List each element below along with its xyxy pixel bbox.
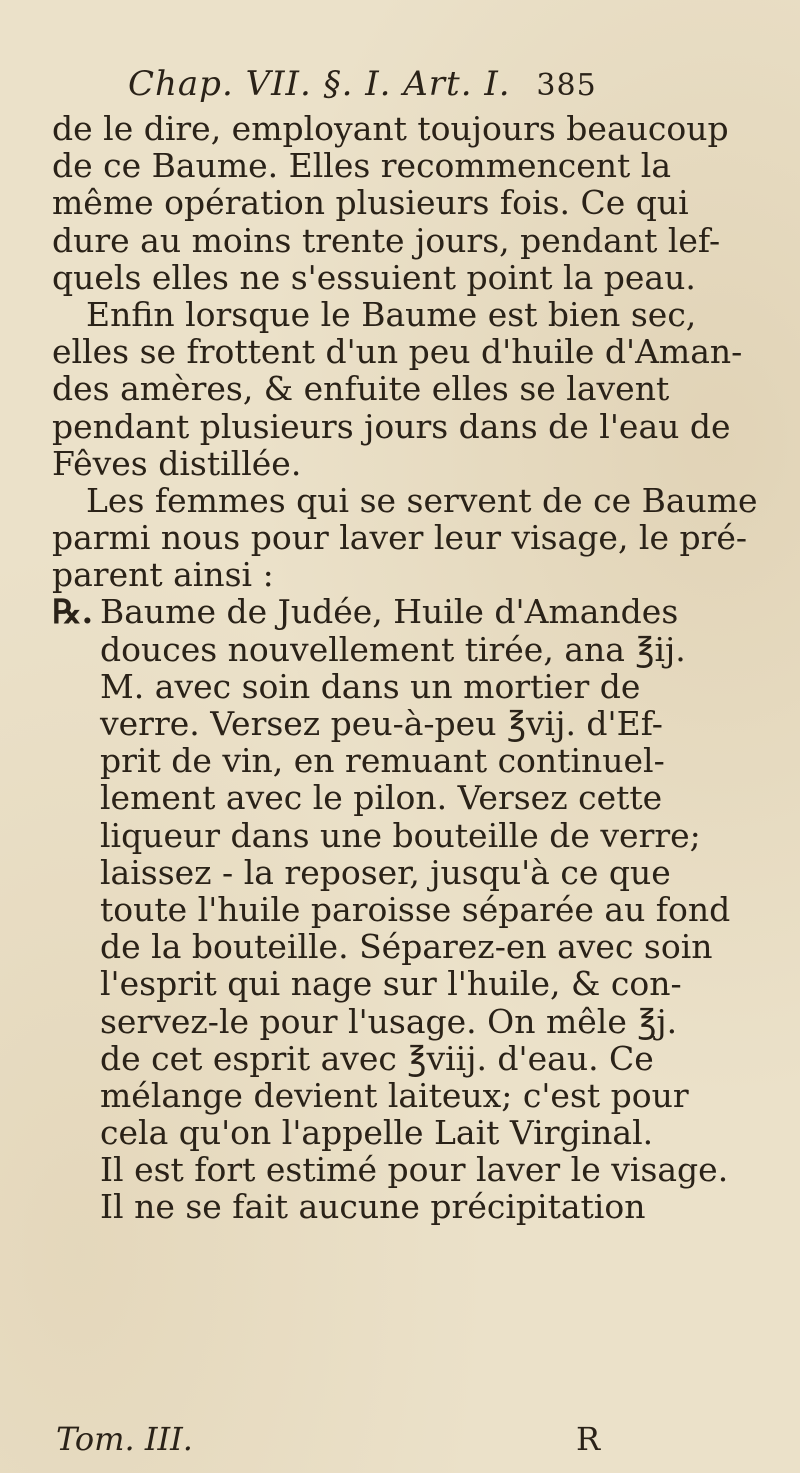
signature-mark: R xyxy=(576,1420,601,1458)
body-text xyxy=(52,109,758,1227)
paragraph-start: Les femmes qui se servent de ce Baume xyxy=(86,480,758,520)
text-line: des amères, & enfuite elles se lavent xyxy=(52,369,670,409)
recipe-line: liqueur dans une bouteille de verre; xyxy=(100,815,701,855)
text-line: Fêves distillée. xyxy=(52,443,302,483)
text-line: de le dire, employant toujours beaucoup xyxy=(52,109,729,148)
recipe-line: Il est fort estimé pour laver le visage. xyxy=(100,1150,729,1190)
text-line: même opération plusieurs fois. Ce qui xyxy=(52,183,689,223)
recipe-line: cela qu'on l'appelle Lait Virginal. xyxy=(100,1113,654,1153)
recipe-line: servez-le pour l'usage. On mêle ℥j. xyxy=(100,1001,678,1041)
text-line: parmi nous pour laver leur visage, le pré- xyxy=(52,518,748,558)
text-line: de ce Baume. Elles recommencent la xyxy=(52,146,672,186)
recipe-line: Il ne se fait aucune précipitation xyxy=(100,1187,646,1227)
recipe-line: verre. Versez peu-à-peu ℥vij. d'Ef- xyxy=(100,704,663,743)
text-line: quels elles ne s'essuient point la peau. xyxy=(52,257,696,297)
recipe-line: douces nouvellement tirée, ana ℥ij. xyxy=(100,629,686,669)
recipe-symbol: ℞. xyxy=(52,592,94,632)
text-line: elles se frottent d'un peu d'huile d'Aman- xyxy=(52,332,743,372)
running-header xyxy=(128,64,728,104)
volume-label: Tom. III. xyxy=(56,1420,193,1458)
recipe-line: M. avec soin dans un mortier de xyxy=(100,666,641,706)
page-number: 385 xyxy=(536,68,597,103)
recipe-line: prit de vin, en remuant continuel- xyxy=(100,741,665,781)
text-line: parent ainsi : xyxy=(52,555,274,595)
recipe-start xyxy=(52,593,752,630)
recipe-line: lement avec le pilon. Versez cette xyxy=(100,778,663,818)
page-footer xyxy=(56,1420,756,1460)
running-head: Chap. VII. §. I. Art. I. xyxy=(128,64,511,104)
recipe-line: toute l'huile paroisse séparée au fond xyxy=(100,889,731,929)
recipe-line: Baume de Judée, Huile d'Amandes xyxy=(100,592,679,632)
text-line: pendant plusieurs jours dans de l'eau de xyxy=(52,406,731,446)
recipe-line: laissez - la reposer, jusqu'à ce que xyxy=(100,852,671,892)
paragraph-start: Enfin lorsque le Baume est bien sec, xyxy=(86,294,697,334)
recipe-line: de la bouteille. Séparez-en avec soin xyxy=(100,927,713,967)
recipe-line: de cet esprit avec ℥viij. d'eau. Ce xyxy=(100,1038,654,1078)
recipe-line: l'esprit qui nage sur l'huile, & con- xyxy=(100,964,682,1004)
recipe-line: mélange devient laiteux; c'est pour xyxy=(100,1075,689,1115)
text-line: dure au moins trente jours, pendant lef- xyxy=(52,220,721,260)
